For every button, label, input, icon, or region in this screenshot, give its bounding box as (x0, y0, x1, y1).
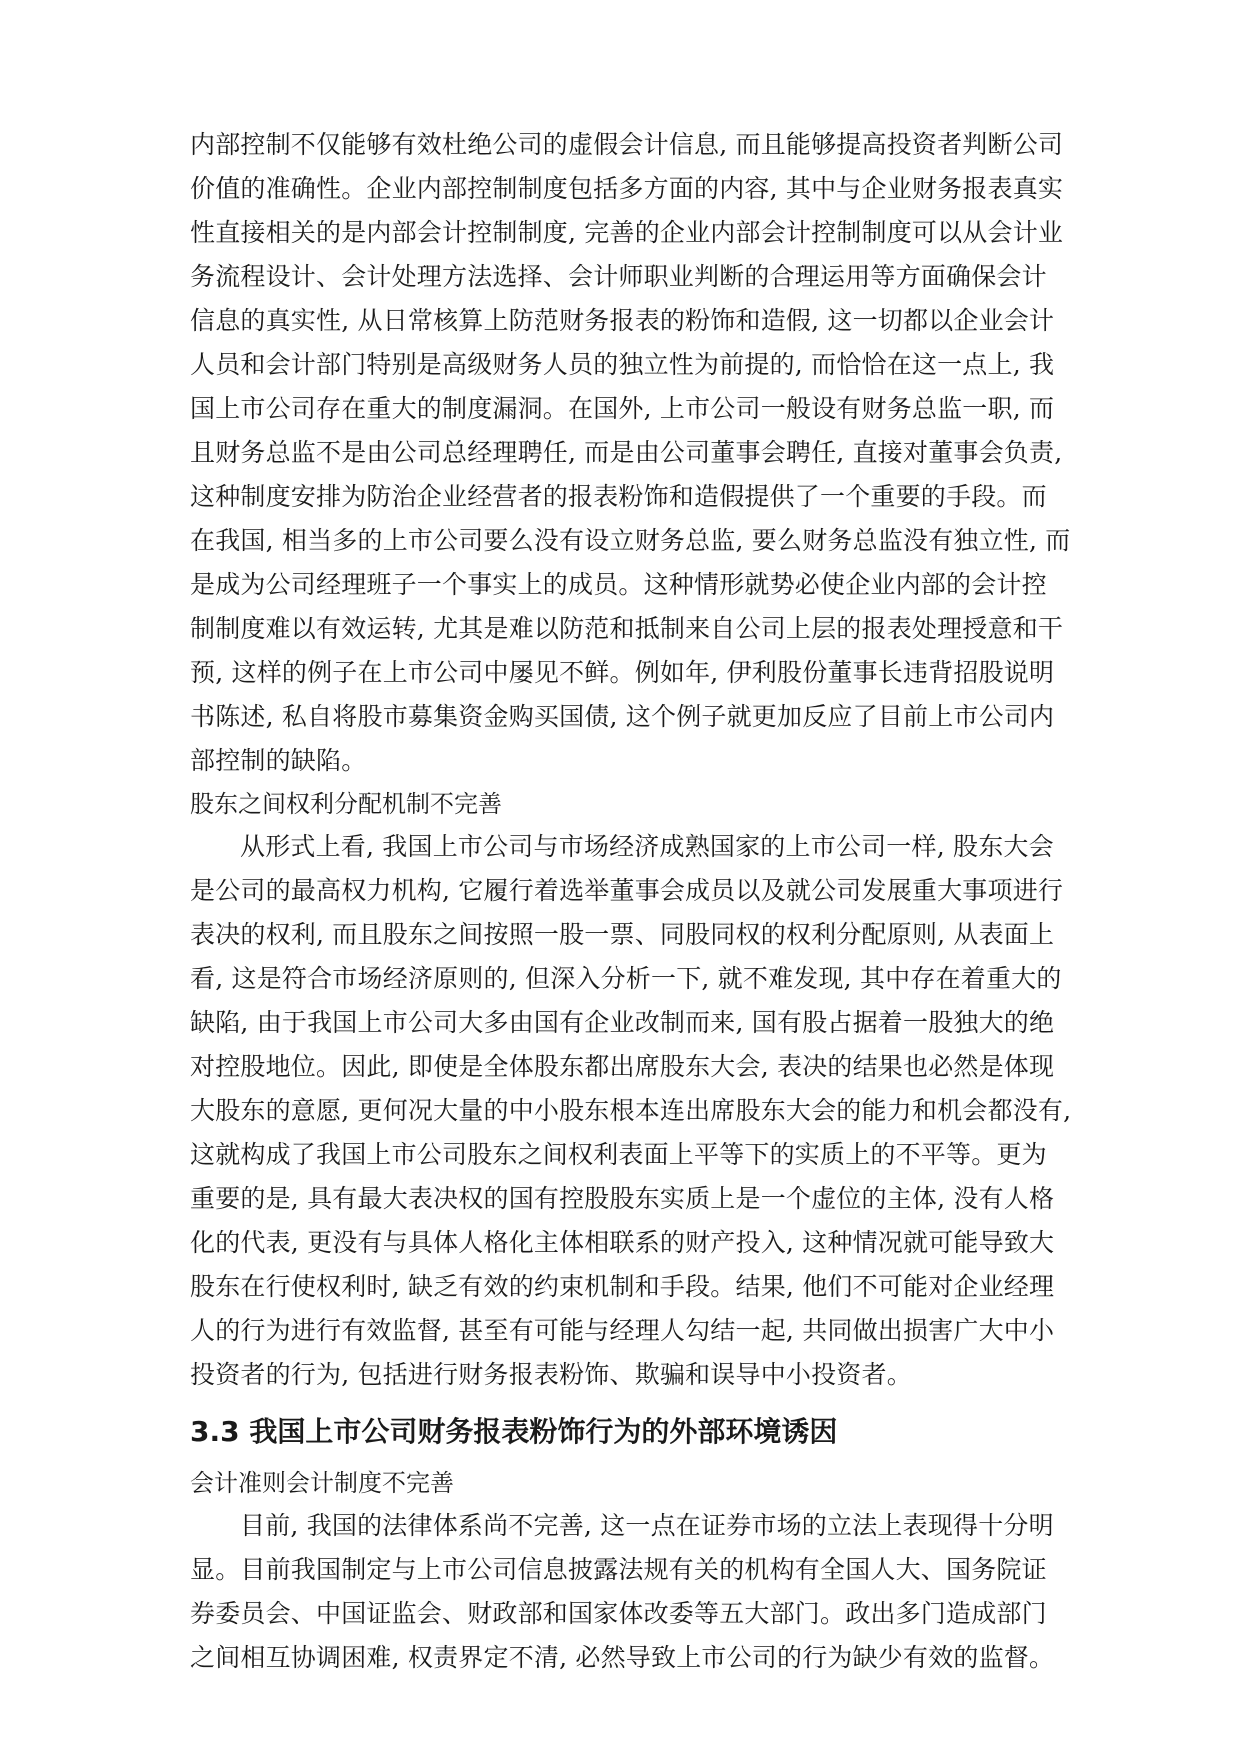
section-heading: 3.3 我国上市公司财务报表粉饰行为的外部环境诱因 (190, 1415, 838, 1448)
text-line: 制制度难以有效运转, 尤其是难以防范和抵制来自公司上层的报表处理授意和干 (190, 614, 1064, 643)
text-line: 书陈述, 私自将股市募集资金购买国债, 这个例子就更加反应了目前上市公司内 (190, 702, 1055, 731)
text-line: 在我国, 相当多的上市公司要么没有设立财务总监, 要么财务总监没有独立性, 而 (190, 526, 1071, 555)
text-line: 预, 这样的例子在上市公司中屡见不鲜。例如年, 伊利股份董事长违背招股说明 (190, 658, 1055, 687)
text-line: 这就构成了我国上市公司股东之间权利表面上平等下的实质上的不平等。更为 (190, 1140, 1047, 1169)
text-line: 国上市公司存在重大的制度漏洞。在国外, 上市公司一般设有财务总监一职, 而 (190, 394, 1055, 423)
text-line: 人员和会计部门特别是高级财务人员的独立性为前提的, 而恰恰在这一点上, 我 (190, 350, 1055, 379)
text-line: 部控制的缺陷。 (190, 746, 367, 775)
text-line: 信息的真实性, 从日常核算上防范财务报表的粉饰和造假, 这一切都以企业会计 (190, 306, 1055, 335)
text-line: 是成为公司经理班子一个事实上的成员。这种情形就势必使企业内部的会计控 (190, 570, 1047, 599)
text-line: 且财务总监不是由公司总经理聘任, 而是由公司董事会聘任, 直接对董事会负责, (190, 438, 1063, 467)
text-line: 大股东的意愿, 更何况大量的中小股东根本连出席股东大会的能力和机会都没有, (190, 1096, 1072, 1125)
text-line: 券委员会、中国证监会、财政部和国家体改委等五大部门。政出多门造成部门 (190, 1599, 1047, 1628)
text-line: 是公司的最高权力机构, 它履行着选举董事会成员以及就公司发展重大事项进行 (190, 876, 1064, 905)
subheading-shareholder-rights: 股东之间权利分配机制不完善 (190, 790, 502, 818)
text-line: 股东在行使权利时, 缺乏有效的约束机制和手段。结果, 他们不可能对企业经理 (190, 1272, 1055, 1301)
text-line: 对控股地位。因此, 即使是全体股东都出席股东大会, 表决的结果也必然是体现 (190, 1052, 1055, 1081)
text-line: 性直接相关的是内部会计控制制度, 完善的企业内部会计控制制度可以从会计业 (190, 218, 1064, 247)
text-line: 人的行为进行有效监督, 甚至有可能与经理人勾结一起, 共同做出损害广大中小 (190, 1316, 1055, 1345)
text-line: 务流程设计、会计处理方法选择、会计师职业判断的合理运用等方面确保会计 (190, 262, 1047, 291)
text-line: 缺陷, 由于我国上市公司大多由国有企业改制而来, 国有股占据着一股独大的绝 (190, 1008, 1055, 1037)
text-line: 从形式上看, 我国上市公司与市场经济成熟国家的上市公司一样, 股东大会 (240, 832, 1054, 861)
text-line: 目前, 我国的法律体系尚不完善, 这一点在证券市场的立法上表现得十分明 (240, 1511, 1054, 1540)
text-line: 化的代表, 更没有与具体人格化主体相联系的财产投入, 这种情况就可能导致大 (190, 1228, 1055, 1257)
text-line: 内部控制不仅能够有效杜绝公司的虚假会计信息, 而且能够提高投资者判断公司 (190, 130, 1064, 159)
text-line: 表决的权利, 而且股东之间按照一股一票、同股同权的权利分配原则, 从表面上 (190, 920, 1055, 949)
text-line: 看, 这是符合市场经济原则的, 但深入分析一下, 就不难发现, 其中存在着重大的 (190, 964, 1062, 993)
text-line: 显。目前我国制定与上市公司信息披露法规有关的机构有全国人大、国务院证 (190, 1555, 1047, 1584)
text-line: 重要的是, 具有最大表决权的国有控股股东实质上是一个虚位的主体, 没有人格 (190, 1184, 1055, 1213)
text-line: 价值的准确性。企业内部控制制度包括多方面的内容, 其中与企业财务报表真实 (190, 174, 1064, 203)
text-line: 这种制度安排为防治企业经营者的报表粉饰和造假提供了一个重要的手段。而 (190, 482, 1047, 511)
subheading-accounting-standards: 会计准则会计制度不完善 (190, 1469, 454, 1497)
text-line: 投资者的行为, 包括进行财务报表粉饰、欺骗和误导中小投资者。 (190, 1360, 912, 1389)
text-line: 之间相互协调困难, 权责界定不清, 必然导致上市公司的行为缺少有效的监督。 (190, 1643, 1055, 1672)
